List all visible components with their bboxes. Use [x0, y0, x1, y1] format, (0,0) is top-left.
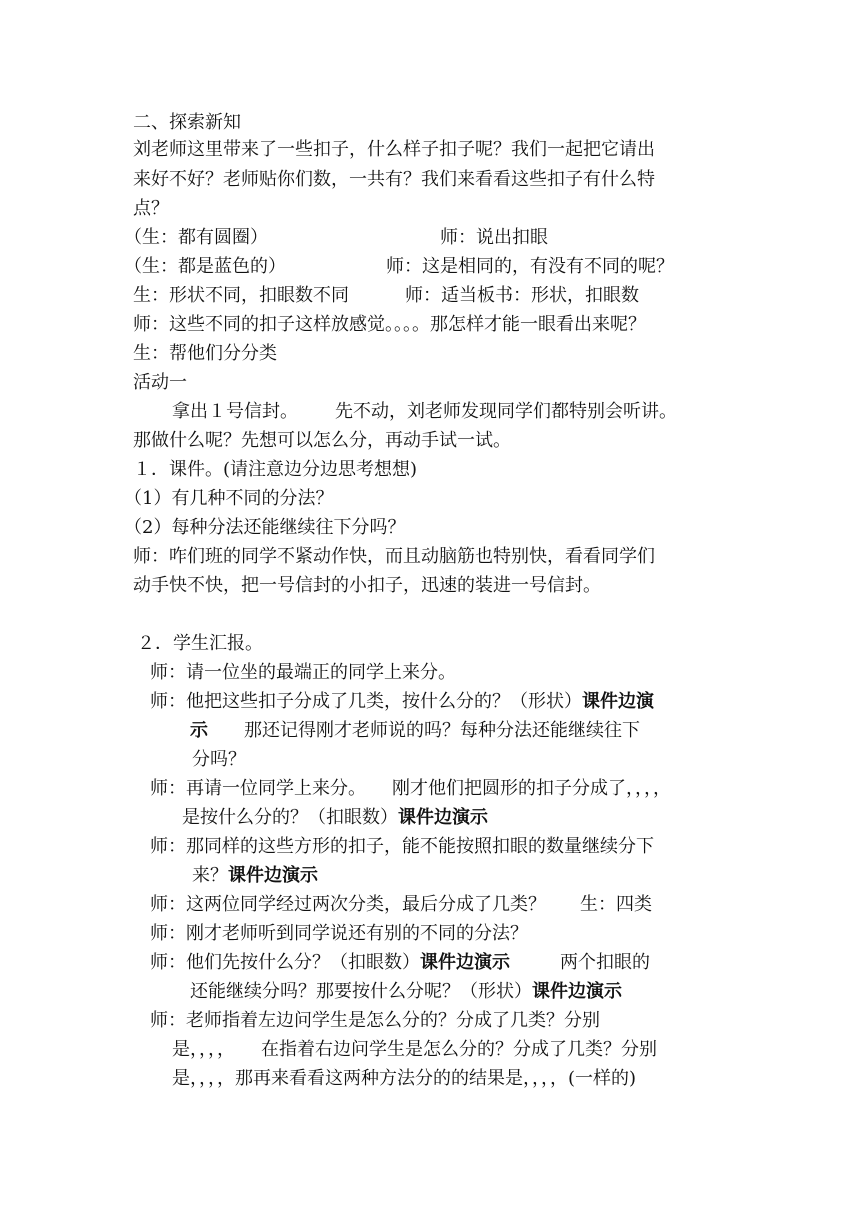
- teacher-reply-1: 师：说出扣眼: [440, 227, 548, 248]
- activity-line-1b: 先不动，刘老师发现同学们都特别会听讲。: [335, 401, 677, 422]
- activity-item-1: １．课件。(请注意边分边思考想想): [133, 459, 418, 480]
- report-line-3-basis: 是按什么分的？（扣眼数）: [182, 807, 398, 828]
- courseware-demo-label-end: 示: [190, 720, 208, 741]
- report-line-5: [150, 892, 652, 918]
- report-line-8-tail: 是，，，，那再来看看这两种方法分的的结果是，，，，(一样的): [172, 1068, 637, 1089]
- student-line-5: 生：帮他们分分类: [133, 343, 277, 364]
- report-line-3: [150, 776, 671, 802]
- activity-line-2: 那做什么呢？先想可以怎么分，再动手试一试。: [133, 430, 511, 451]
- courseware-demo-label: 课件边演示: [532, 981, 622, 1002]
- report-line-8-right: 在指着右边问学生是怎么分的？分成了几类？分别: [261, 1039, 657, 1060]
- teacher-activity-line-1: 师：咋们班的同学不紧动作快，而且动脑筋也特别快，看看同学们: [133, 546, 655, 567]
- report-line-8-cont: [172, 1037, 657, 1063]
- activity-title: 活动一: [133, 372, 187, 393]
- report-line-2-text: 师：他把这些扣子分成了几类，按什么分的？（形状）: [150, 691, 582, 712]
- report-title: ２．学生汇报。: [137, 633, 263, 654]
- intro-line-2: 来好不好？老师贴你们数，一共有？我们来看看这些扣子有什么特: [133, 169, 655, 190]
- report-line-4-tail: 来？: [192, 865, 228, 886]
- report-line-2-question: 那还记得刚才老师说的吗？每种分法还能继续往下: [244, 720, 640, 741]
- teacher-activity-line-2: 动手快不快，把一号信封的小扣子，迅速的装进一号信封。: [133, 575, 601, 596]
- courseware-demo-label: 课件边演示: [420, 952, 510, 973]
- section-heading: 二、探索新知: [133, 112, 241, 133]
- student-reply-1: （生：都有圆圈）: [124, 227, 268, 248]
- report-line-7-cont: [190, 979, 622, 1005]
- courseware-demo-label: 课件边演示: [228, 865, 318, 886]
- report-line-3-text: 师：再请一位同学上来分。: [150, 778, 366, 799]
- question-1: （1）有几种不同的分法？: [124, 488, 334, 509]
- report-line-6: 师：刚才老师听到同学说还有别的不同的分法？: [150, 923, 528, 944]
- report-line-4-cont: [192, 863, 318, 889]
- report-line-7: [150, 950, 650, 976]
- report-line-3-cont: [182, 805, 488, 831]
- teacher-reply-3: 师：适当板书：形状，扣眼数: [405, 285, 639, 306]
- report-line-4: 师：那同样的这些方形的扣子，能不能按照扣眼的数量继续分下: [150, 836, 654, 857]
- teacher-line-4: 师：这些不同的扣子这样放感觉。。。。那怎样才能一眼看出来呢？: [133, 314, 646, 335]
- report-line-1: 师：请一位坐的最端正的同学上来分。: [150, 662, 456, 683]
- teacher-reply-2: 师：这是相同的，有没有不同的呢？: [386, 256, 674, 277]
- report-line-8: 师：老师指着左边问学生是怎么分的？分成了几类？分别: [150, 1010, 600, 1031]
- report-line-2-cont: [190, 718, 640, 744]
- report-line-7-text: 师：他们先按什么分？（扣眼数）: [150, 952, 420, 973]
- student-reply-2: （生：都是蓝色的）: [124, 256, 286, 277]
- report-line-2-tail: 分吗？: [192, 749, 246, 770]
- report-line-5-answer: 生：四类: [580, 894, 652, 915]
- report-line-7-followup: 还能继续分吗？那要按什么分呢？（形状）: [190, 981, 532, 1002]
- intro-line-3: 点？: [133, 198, 169, 219]
- activity-line-1a: 拿出１号信封。: [172, 401, 298, 422]
- report-line-5-text: 师：这两位同学经过两次分类，最后分成了几类？: [150, 894, 546, 915]
- report-line-8-answer: 是，，，，: [172, 1039, 235, 1060]
- student-reply-3: 生：形状不同，扣眼数不同: [133, 285, 349, 306]
- report-line-2: [150, 689, 654, 715]
- report-line-7-question: 两个扣眼的: [560, 952, 650, 973]
- report-line-3-question: 刚才他们把圆形的扣子分成了，，，，: [392, 778, 671, 799]
- courseware-demo-label: 课件边演示: [398, 807, 488, 828]
- courseware-demo-label: 课件边演: [582, 691, 654, 712]
- intro-line-1: 刘老师这里带来了一些扣子，什么样子扣子呢？我们一起把它请出: [133, 139, 655, 160]
- question-2: （2）每种分法还能继续往下分吗？: [124, 517, 406, 538]
